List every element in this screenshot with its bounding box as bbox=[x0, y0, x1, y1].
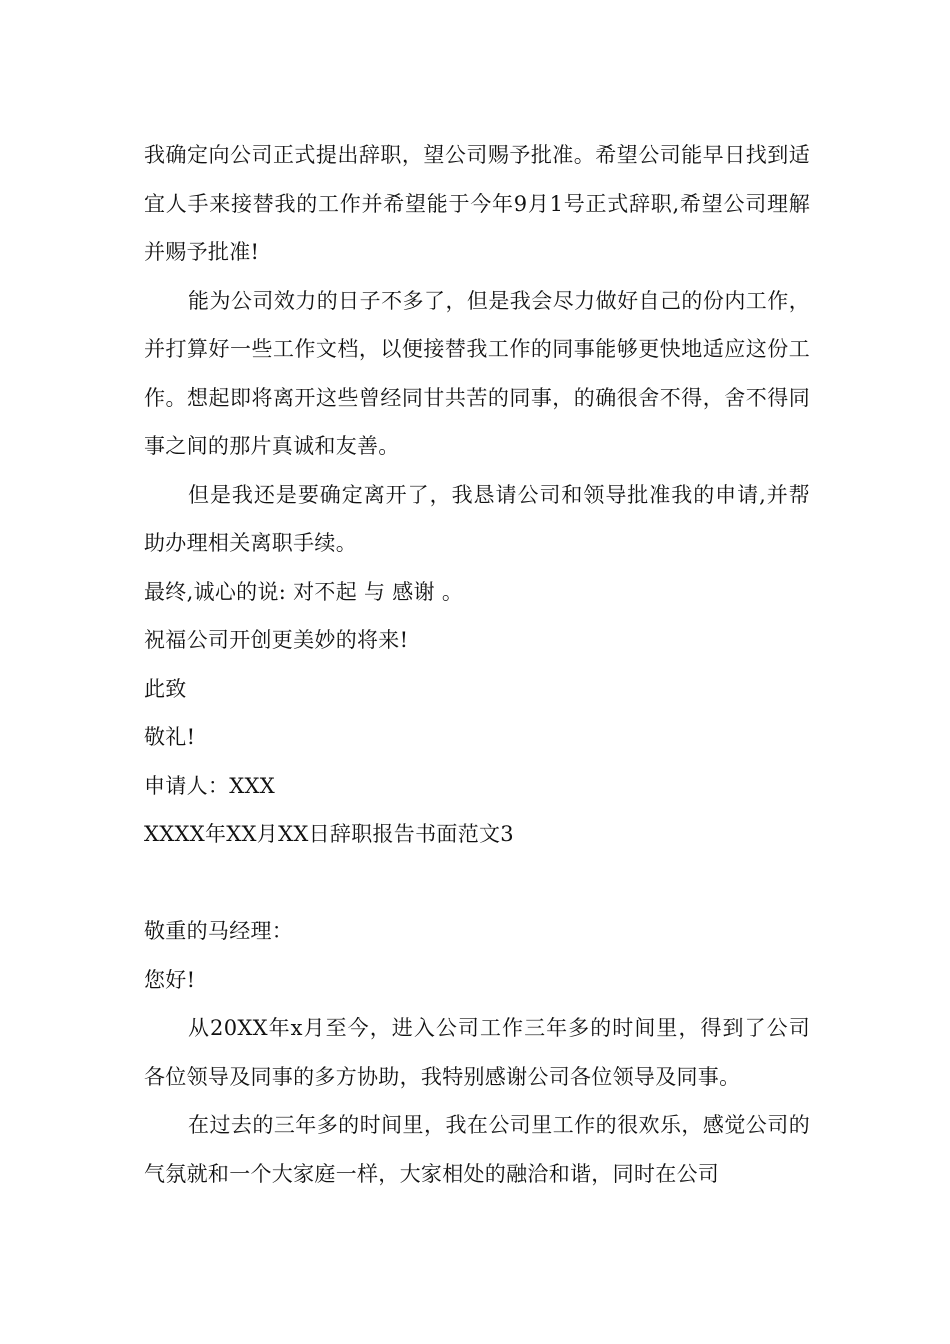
paragraph-sorry-thanks: 最终,诚心的说: 对不起 与 感谢 。 bbox=[144, 579, 464, 604]
closing-regards: 敬礼! bbox=[144, 725, 196, 749]
letter-greeting: 敬重的马经理： bbox=[144, 919, 294, 943]
paragraph-resignation-request: 我确定向公司正式提出辞职，望公司赐予批准。希望公司能早日找到适宜人手来接替我的工作并希望能于今年9月1号正式辞职,希望公司理解并赐予批准! bbox=[144, 143, 810, 264]
letter-hello: 您好! bbox=[144, 967, 196, 992]
paragraph-thanks-colleagues: 从20XX年x月至今，进入公司工作三年多的时间里，得到了公司各位领导及同事的多方协助，我特别感谢公司各位领导及同事。 bbox=[144, 1016, 810, 1089]
paragraph-blessing: 祝福公司开创更美妙的将来! bbox=[144, 628, 409, 652]
paragraph-past-years: 在过去的三年多的时间里，我在公司里工作的很欢乐，感觉公司的气氛就和一个大家庭一样，大家相处的融洽和谐，同时在公司 bbox=[144, 1113, 810, 1186]
closing-salutation: 此致 bbox=[144, 676, 187, 701]
paragraph-remaining-work: 能为公司效力的日子不多了，但是我会尽力做好自己的份内工作，并打算好一些工作文档，以便接替我工作的同事能够更快地适应这份工作。想起即将离开这些曾经同甘共苦的同事，的确很舍不得，舍不得同事之间的那片真诚和友善。 bbox=[144, 288, 810, 458]
date-and-next-title: XXXX年XX月XX日辞职报告书面范文3 bbox=[144, 822, 514, 846]
document-body bbox=[144, 131, 810, 1198]
applicant-name: 申请人：XXX bbox=[144, 773, 275, 798]
paragraph-request-approval: 但是我还是要确定离开了，我恳请公司和领导批准我的申请,并帮助办理相关离职手续。 bbox=[144, 482, 810, 555]
blank-line bbox=[144, 859, 810, 908]
